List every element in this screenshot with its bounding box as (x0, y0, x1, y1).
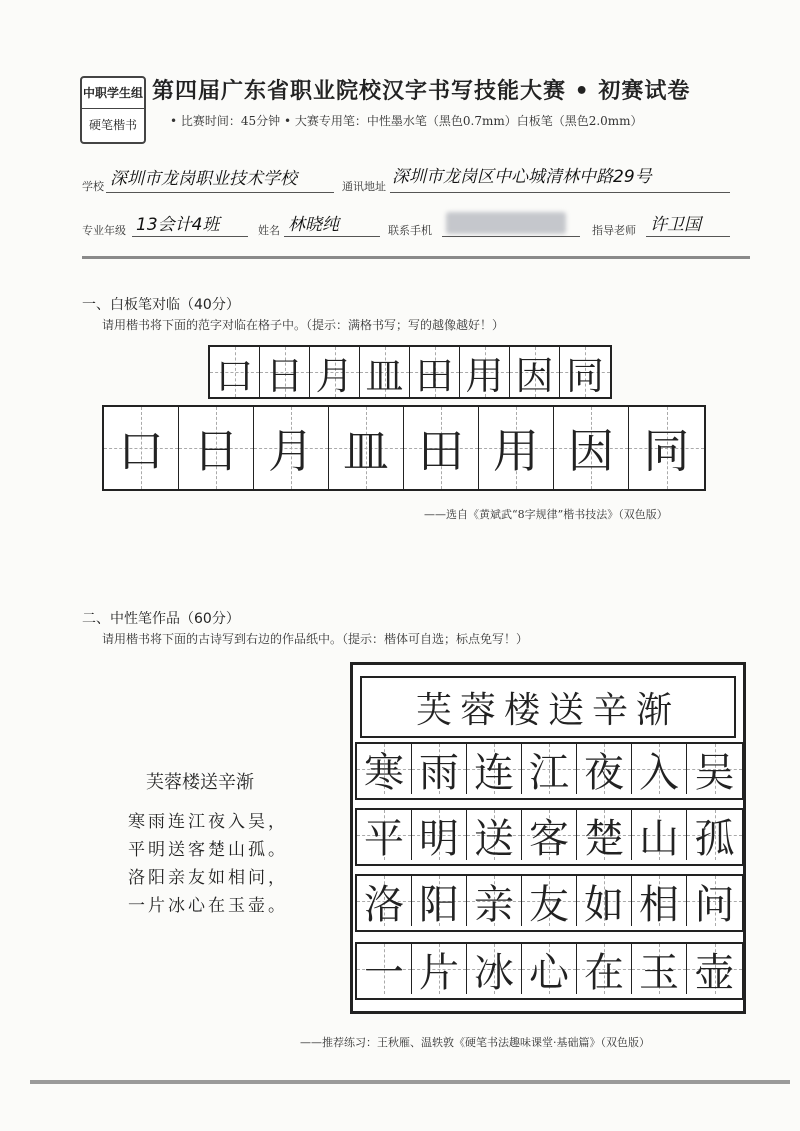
work-cell: 山 (632, 810, 687, 860)
section1-heading: 一、白板笔对临（40分） (82, 297, 240, 313)
address-label: 通讯地址 (342, 180, 386, 193)
model-cell: 月 (310, 347, 360, 397)
work-cell: 连 (467, 744, 522, 794)
practice-cell: 日 (179, 407, 254, 489)
work-cell: 入 (632, 744, 687, 794)
model-cell: 口 (210, 347, 260, 397)
work-row (355, 874, 744, 932)
work-cell: 洛 (357, 876, 412, 926)
source-poem-line: 平明送客楚山孤。 (128, 840, 288, 860)
teacher-value: 许卫国 (650, 215, 701, 235)
model-cell: 田 (410, 347, 460, 397)
name-underline (284, 236, 380, 237)
phone-underline (442, 236, 580, 237)
practice-character-grid (102, 405, 706, 491)
work-cell: 相 (632, 876, 687, 926)
work-cell: 楚 (577, 810, 632, 860)
source-poem-line: 寒雨连江夜入吴， (128, 812, 288, 832)
phone-redacted (446, 212, 566, 234)
category-badge (80, 76, 146, 144)
work-cell: 一 (357, 944, 412, 994)
work-cell: 在 (577, 944, 632, 994)
section2-source: ——推荐练习：王秋雁、温轶敦《硬笔书法趣味课堂·基础篇》（双色版） (300, 1036, 650, 1049)
name-value: 林晓纯 (288, 215, 339, 235)
page-title: 第四届广东省职业院校汉字书写技能大赛 • 初赛试卷 (152, 79, 691, 104)
model-cell: 日 (260, 347, 310, 397)
practice-cell: 田 (404, 407, 479, 489)
work-cell: 孤 (687, 810, 742, 860)
work-cell: 问 (687, 876, 742, 926)
phone-label: 联系手机 (388, 224, 432, 237)
work-cell: 客 (522, 810, 577, 860)
work-cell: 友 (522, 876, 577, 926)
work-title-box (360, 676, 736, 738)
practice-cell: 用 (479, 407, 554, 489)
work-row (355, 808, 744, 866)
work-cell: 明 (412, 810, 467, 860)
work-cell: 平 (357, 810, 412, 860)
work-cell: 夜 (577, 744, 632, 794)
source-poem-title: 芙蓉楼送辛渐 (146, 772, 254, 793)
practice-cell: 同 (629, 407, 704, 489)
major-label: 专业年级 (82, 224, 126, 237)
model-character-grid (208, 345, 612, 399)
model-cell: 同 (560, 347, 610, 397)
badge-style: 硬笔楷书 (88, 118, 137, 132)
work-cell: 亲 (467, 876, 522, 926)
teacher-underline (646, 236, 730, 237)
work-row (355, 742, 744, 800)
work-cell: 雨 (412, 744, 467, 794)
badge-group: 中职学生组 (82, 78, 144, 109)
practice-cell: 因 (554, 407, 629, 489)
address-underline (390, 192, 730, 193)
work-row (355, 942, 744, 1000)
work-cell: 阳 (412, 876, 467, 926)
section1-instruction: 请用楷书将下面的范字对临在格子中。（提示：满格书写；写的越像越好！） (102, 318, 505, 332)
practice-cell: 月 (254, 407, 329, 489)
address-value: 深圳市龙岗区中心城清林中路29号 (392, 167, 652, 187)
school-value: 深圳市龙岗职业技术学校 (110, 169, 297, 189)
school-label: 学校 (82, 180, 104, 193)
source-poem (128, 768, 288, 920)
work-cell: 如 (577, 876, 632, 926)
work-cell: 玉 (632, 944, 687, 994)
work-cell: 江 (522, 744, 577, 794)
header-divider (82, 256, 750, 259)
source-poem-line: 一片冰心在玉壶。 (128, 896, 288, 916)
exam-info: • 比赛时间：45分钟 • 大赛专用笔：中性墨水笔（黑色0.7mm）白板笔（黑色2.0mm） (170, 114, 643, 128)
model-cell: 皿 (360, 347, 410, 397)
school-underline (106, 192, 334, 193)
work-cell: 寒 (357, 744, 412, 794)
work-cell: 吴 (687, 744, 742, 794)
work-cell: 片 (412, 944, 467, 994)
model-cell: 用 (460, 347, 510, 397)
work-cell: 冰 (467, 944, 522, 994)
footer-divider (30, 1080, 790, 1084)
section2-instruction: 请用楷书将下面的古诗写到右边的作品纸中。（提示：楷体可自选；标点免写！） (102, 632, 529, 646)
teacher-label: 指导老师 (592, 224, 636, 237)
work-cell: 壶 (687, 944, 742, 994)
practice-cell: 皿 (329, 407, 404, 489)
section1-source: ——选自《黄斌武“8字规律”楷书技法》（双色版） (424, 508, 668, 521)
name-label: 姓名 (258, 224, 280, 237)
model-cell: 因 (510, 347, 560, 397)
major-underline (132, 236, 248, 237)
work-title: 芙蓉楼送辛渐 (415, 689, 680, 731)
practice-cell: 口 (104, 407, 179, 489)
major-value: 13会计4班 (136, 215, 220, 235)
work-cell: 心 (522, 944, 577, 994)
source-poem-line: 洛阳亲友如相问， (128, 868, 288, 888)
section2-heading: 二、中性笔作品（60分） (82, 611, 240, 627)
work-cell: 送 (467, 810, 522, 860)
